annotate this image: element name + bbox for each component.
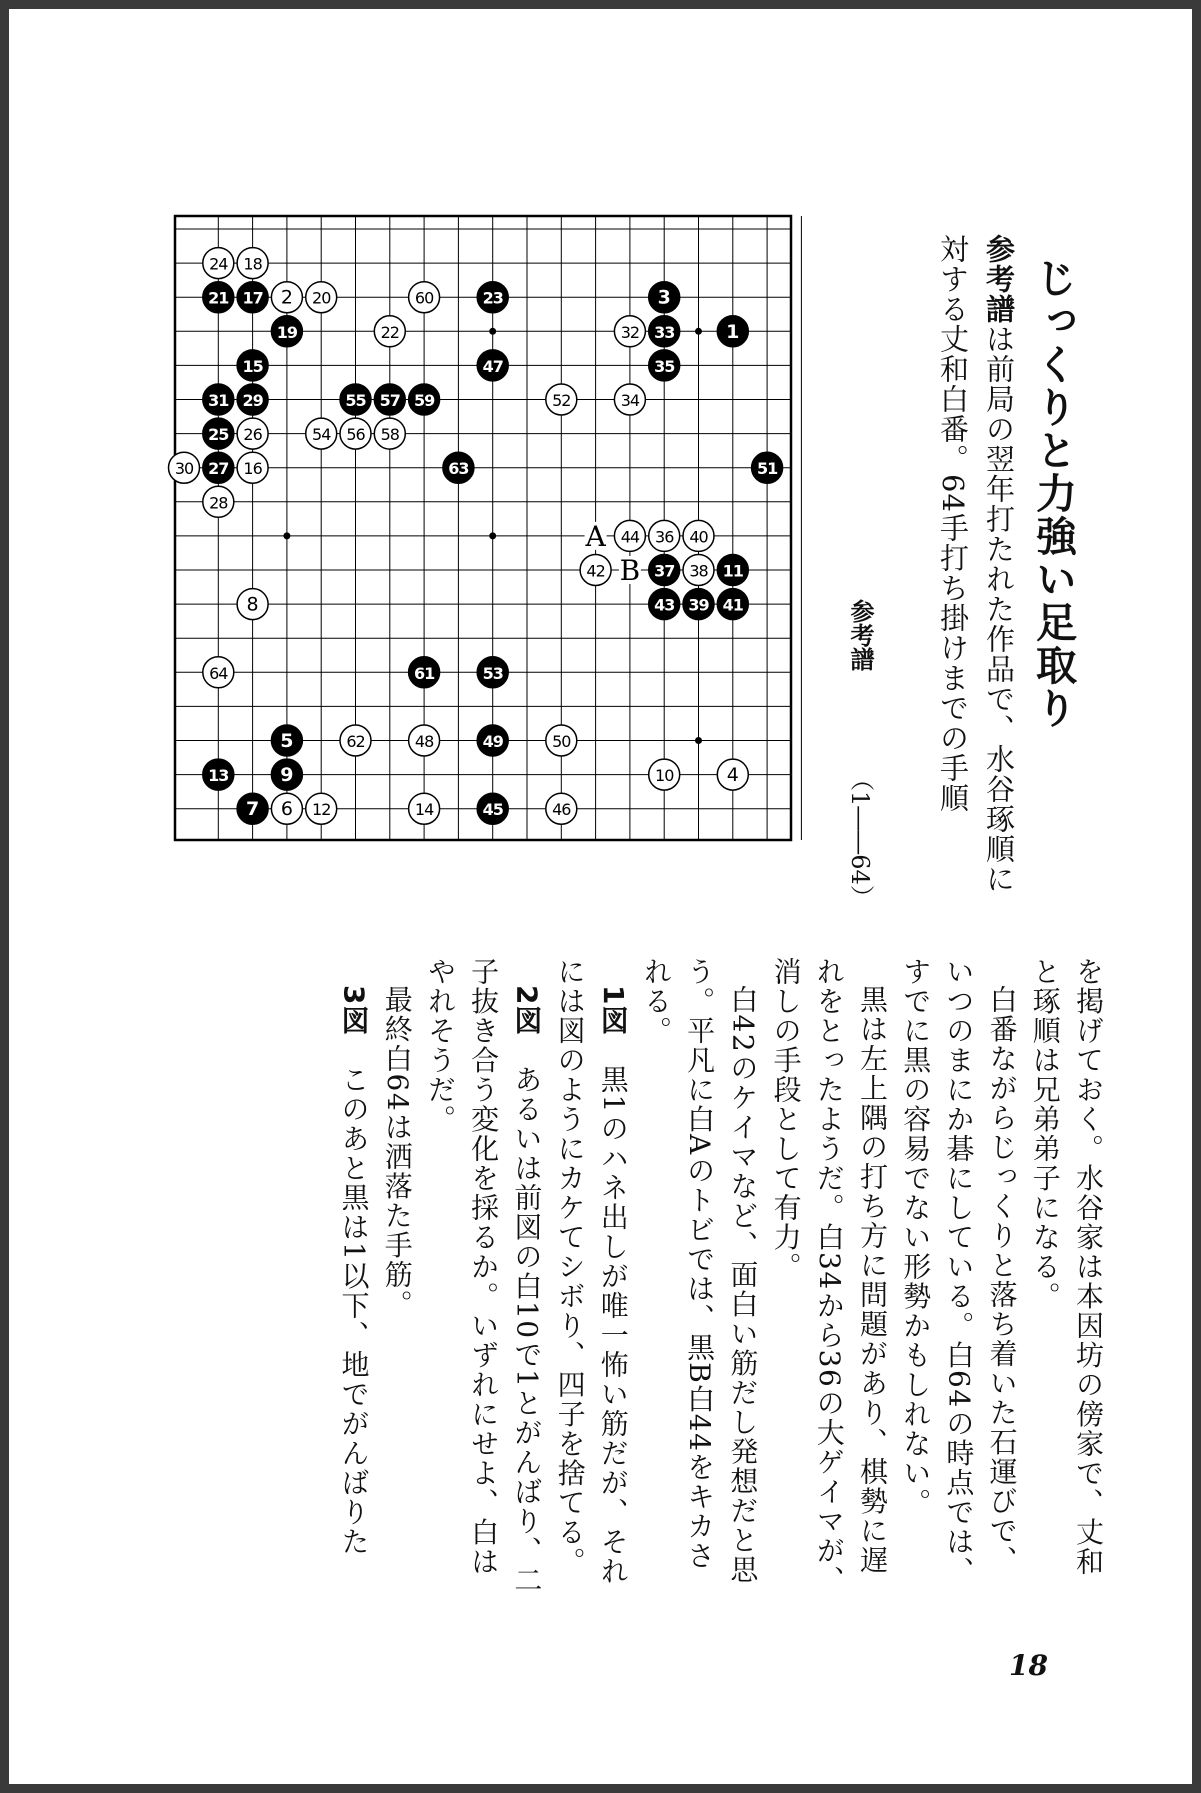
stone-number: 27 [208,459,229,479]
black-stone-25 [203,418,234,449]
stone-number: 34 [620,391,640,410]
stone-number: 22 [380,322,399,342]
white-stone-42 [580,555,611,586]
stone-number: 52 [552,391,571,410]
stone-number: 32 [620,322,640,342]
white-stone-58 [374,418,405,449]
paragraph: 2図 あるいは前図の白10で1とがんばり、二子抜き合う変化を採るか。いずれにせよ、白はやれそうだ。 [423,957,544,1595]
stone-number: 55 [345,391,366,410]
stone-number: 61 [413,663,435,683]
stone-number: 63 [448,459,469,479]
black-stone-31 [203,384,234,415]
diagram-caption [843,599,878,909]
figure-label: 2図 [510,985,544,1036]
white-stone-4 [717,759,748,790]
stone-number: 15 [242,356,263,376]
black-stone-45 [477,793,508,824]
black-stone-23 [477,282,508,313]
star-point [489,328,496,335]
white-stone-60 [409,282,440,313]
stone-number: 8 [246,593,259,616]
white-stone-48 [409,725,440,756]
white-stone-38 [683,555,714,586]
white-stone-34 [614,384,645,415]
black-stone-1 [717,316,748,347]
stone-number: 13 [208,766,229,786]
black-stone-41 [717,589,748,620]
black-stone-63 [443,452,474,483]
stone-number: 38 [689,561,708,581]
stone-number: 60 [414,288,434,308]
black-stone-37 [649,555,680,586]
stone-number: 53 [482,663,503,683]
stone-number: 17 [242,288,263,308]
black-stone-27 [203,452,234,483]
white-stone-62 [340,725,371,756]
stone-number: 62 [346,732,365,751]
stone-number: 45 [482,800,503,820]
stone-number: 47 [482,356,503,376]
white-stone-36 [649,520,680,551]
black-stone-47 [477,350,508,381]
black-stone-21 [203,282,234,313]
caption-range: （1――64） [846,767,874,909]
stone-number: 41 [722,595,743,615]
black-stone-57 [374,384,405,415]
stone-number: 20 [312,288,331,308]
stone-number: 2 [280,286,293,309]
black-stone-53 [477,657,508,688]
page-title: じっくりと力強い足取り [1029,257,1077,730]
white-stone-56 [340,418,371,449]
paragraph: 白42のケイマなど、面白い筋だし発想だと思う。平凡に白Aのトビでは、黒B白44をキカされる。 [639,957,760,1585]
stone-number: 44 [620,527,640,547]
stone-number: 26 [243,425,262,445]
star-point [283,532,290,539]
stone-number: 30 [174,459,194,479]
stone-number: 49 [482,732,503,751]
white-stone-6 [271,793,302,824]
black-stone-33 [649,316,680,347]
star-point [695,737,702,744]
white-stone-54 [306,418,337,449]
stone-number: 37 [654,561,675,581]
stone-number: 58 [380,425,399,445]
stone-number: 29 [242,391,263,410]
stone-number: 12 [312,800,331,820]
white-stone-20 [306,282,337,313]
stone-number: 10 [655,766,674,786]
black-stone-9 [271,759,302,790]
stone-number: 11 [722,561,743,581]
stone-number: 7 [245,798,260,821]
stone-number: 50 [552,732,571,751]
stone-number: 51 [756,459,778,479]
black-stone-29 [237,384,268,415]
white-stone-32 [614,316,645,347]
black-stone-15 [237,350,268,381]
stone-number: 59 [413,391,435,410]
caption-label: 参考譜 [846,599,874,671]
black-stone-35 [649,350,680,381]
paragraph: を掲げておく。水谷家は本因坊の傍家で、丈和と琢順は兄弟弟子になる。 [1028,957,1105,1577]
stone-number: 40 [689,527,708,547]
black-stone-61 [409,657,440,688]
stone-number: 57 [379,391,400,410]
white-stone-12 [306,793,337,824]
white-stone-64 [203,657,234,688]
intro-text [930,234,1022,899]
stone-number: 24 [209,254,228,274]
black-stone-39 [683,589,714,620]
mark-a: A [585,519,606,553]
white-stone-16 [237,452,268,483]
stone-number: 21 [208,288,229,308]
white-stone-28 [203,486,234,517]
stone-number: 5 [280,730,294,752]
stone-number: 39 [688,595,709,615]
white-stone-44 [614,520,645,551]
stone-number: 43 [654,595,675,615]
black-stone-51 [752,452,783,483]
body-text [187,957,1110,1597]
figure-label: 3図 [337,985,371,1036]
stone-number: 64 [209,663,228,683]
stone-number: 9 [280,764,294,787]
paragraph: 1図 黒1のハネ出しが唯一怖い筋だが、それには図のようにカケてシボり、四子を捨てる。 [553,957,630,1586]
page-number: 18 [1009,1649,1048,1682]
white-stone-8 [237,589,268,620]
stone-number: 25 [208,425,229,445]
stone-number: 19 [276,322,298,342]
white-stone-14 [409,793,440,824]
black-stone-49 [477,725,508,756]
white-stone-10 [649,759,680,790]
book-page [9,9,1192,1784]
black-stone-43 [649,589,680,620]
stone-number: 46 [552,800,571,820]
stone-number: 31 [208,391,229,410]
intro-label: 参考譜 [982,234,1016,324]
stone-number: 42 [586,561,605,581]
black-stone-19 [271,316,302,347]
white-stone-24 [203,248,234,279]
figure-label: 1図 [596,985,630,1036]
white-stone-2 [271,282,302,313]
stone-number: 23 [482,288,503,308]
white-stone-22 [374,316,405,347]
stone-number: 48 [414,732,434,751]
white-stone-46 [546,793,577,824]
white-stone-40 [683,520,714,551]
stone-number: 36 [655,527,674,547]
black-stone-7 [237,793,268,824]
stone-number: 1 [726,320,740,343]
black-stone-59 [409,384,440,415]
black-stone-11 [717,555,748,586]
black-stone-17 [237,282,268,313]
white-stone-52 [546,384,577,415]
black-stone-55 [340,384,371,415]
stone-number: 16 [243,459,262,479]
star-point [695,328,702,335]
stone-number: 3 [657,286,671,309]
stone-number: 4 [726,764,739,787]
stone-number: 28 [209,493,228,513]
star-point [489,532,496,539]
stone-number: 18 [243,254,262,274]
mark-b: B [619,554,641,587]
stone-number: 35 [654,356,675,376]
paragraph: 白番ながらじっくりと落ち着いた石運びで、いつのまにか碁にしている。白64の時点では、すでに黒の容易でない形勢かもしれない。 [899,957,1019,1586]
black-stone-3 [649,282,680,313]
white-stone-50 [546,725,577,756]
white-stone-30 [169,452,200,483]
paragraph: 3図 このあと黒は1以下、地でがんばりた [337,985,371,1557]
stone-number: 14 [414,800,434,820]
white-stone-18 [237,248,268,279]
paragraph: 最終白64は洒落た手筋。 [380,985,414,1319]
paragraph: 黒は左上隅の打ち方に問題があり、棋勢に遅れをとったようだ。白34から36の大ゲイマが、消しの手段として有力。 [769,957,889,1595]
black-stone-5 [271,725,302,756]
stone-number: 56 [346,425,365,445]
intro-body: は前局の翌年打たれた作品で、水谷琢順に対する丈和白番。64手打ち掛けまでの手順 [936,234,1016,894]
black-stone-13 [203,759,234,790]
stone-number: 33 [654,322,675,342]
stone-number: 54 [312,425,331,445]
stone-number: 6 [280,798,293,821]
white-stone-26 [237,418,268,449]
